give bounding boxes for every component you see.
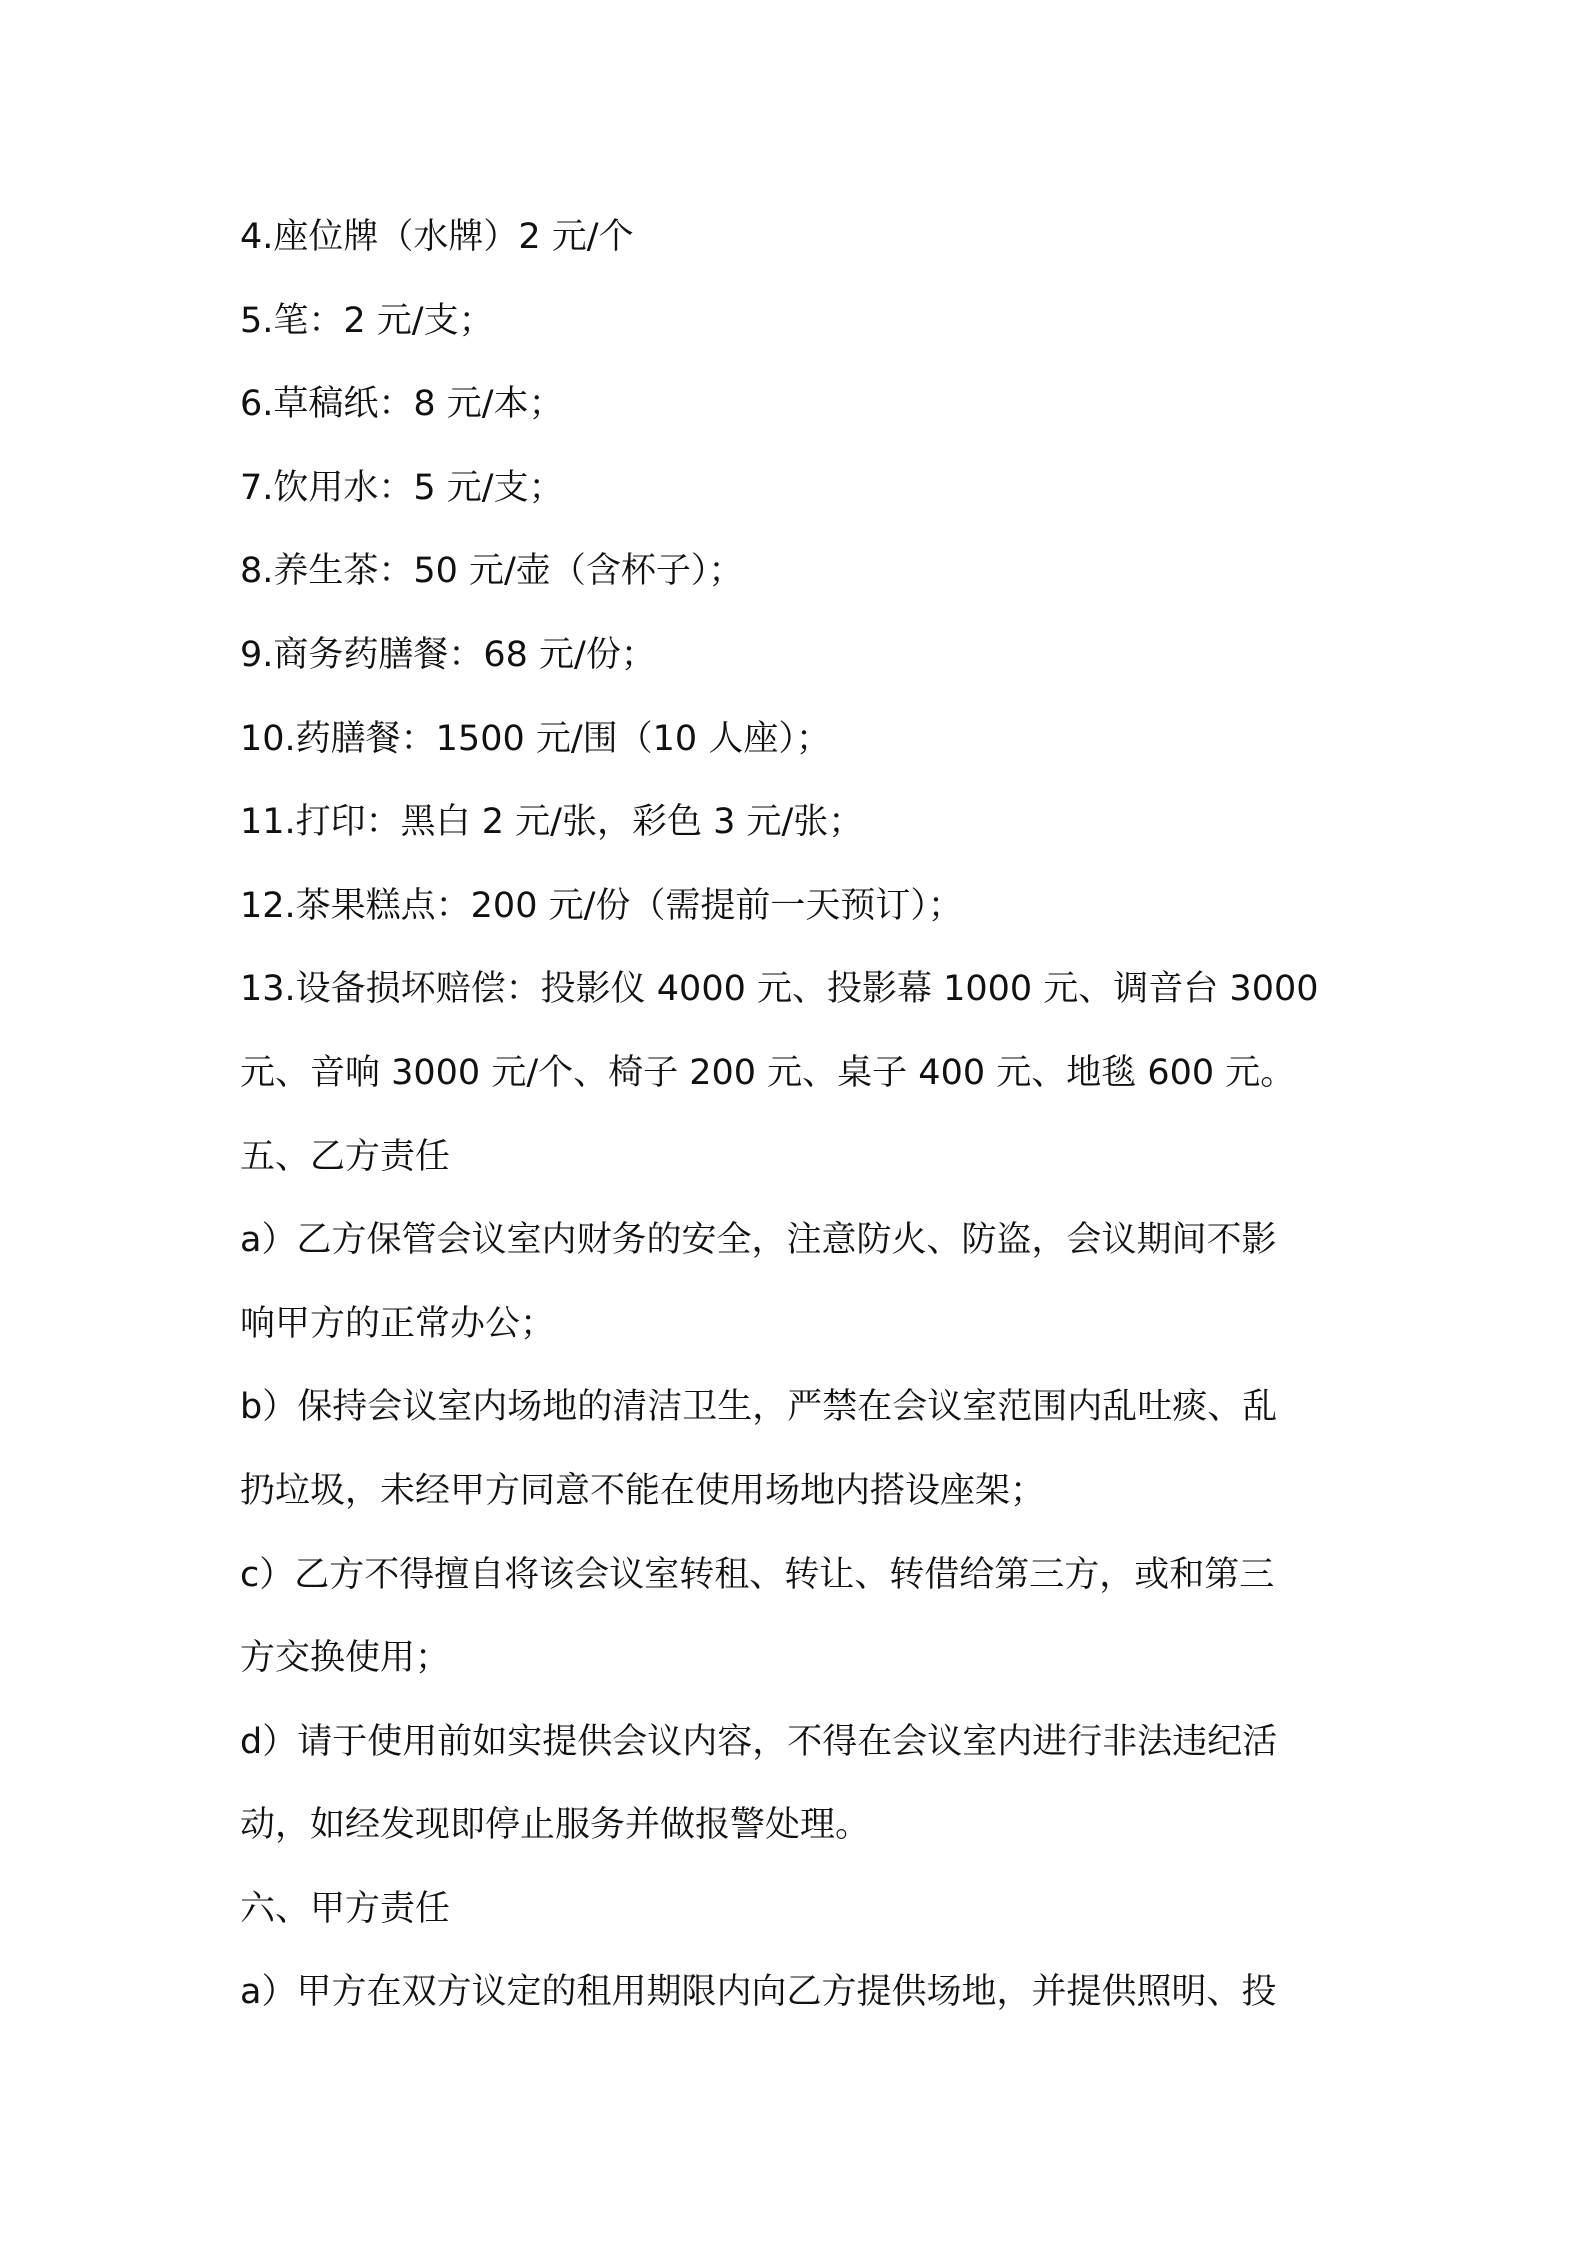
text-line: c）乙方不得擅自将该会议室转租、转让、转借给第三方，或和第三 — [240, 1554, 1275, 1595]
text-line: 5.笔：2 元/支； — [240, 300, 494, 341]
text-line: b）保持会议室内场地的清洁卫生，严禁在会议室范围内乱吐痰、乱 — [240, 1387, 1278, 1428]
text-line: 元、音响 3000 元/个、椅子 200 元、桌子 400 元、地毯 600 元。 — [240, 1052, 1296, 1093]
text-line: a）乙方保管会议室内财务的安全，注意防火、防盗，会议期间不影 — [240, 1220, 1277, 1261]
section-heading: 五、乙方责任 — [240, 1136, 451, 1177]
text-line: 11.打印：黑白 2 元/张，彩色 3 元/张； — [240, 802, 864, 843]
text-line: d）请于使用前如实提供会议内容，不得在会议室内进行非法违纪活 — [240, 1721, 1278, 1762]
document-body — [240, 196, 1355, 2035]
text-line: 8.养生茶：50 元/壶（含杯子）； — [240, 551, 744, 592]
section-heading: 六、甲方责任 — [240, 1888, 451, 1929]
text-line: 12.茶果糕点：200 元/份（需提前一天预订）； — [240, 885, 963, 926]
text-line: 10.药膳餐：1500 元/围（10 人座）； — [240, 718, 831, 759]
text-line: 4.座位牌（水牌）2 元/个 — [240, 217, 634, 257]
text-line: 6.草稿纸：8 元/本； — [240, 384, 564, 425]
text-line: 动，如经发现即停止服务并做报警处理。 — [240, 1805, 871, 1846]
text-line: 7.饮用水：5 元/支； — [240, 467, 564, 508]
text-line: 9.商务药膳餐：68 元/份； — [240, 634, 656, 675]
text-line: 方交换使用； — [240, 1638, 451, 1679]
text-line: 响甲方的正常办公； — [240, 1303, 556, 1344]
text-line: 13.设备损坏赔偿：投影仪 4000 元、投影幕 1000 元、调音台 3000 — [240, 969, 1319, 1010]
text-line: a）甲方在双方议定的租用期限内向乙方提供场地，并提供照明、投 — [240, 1972, 1277, 2013]
text-line: 扔垃圾，未经甲方同意不能在使用场地内搭设座架； — [240, 1470, 1046, 1511]
